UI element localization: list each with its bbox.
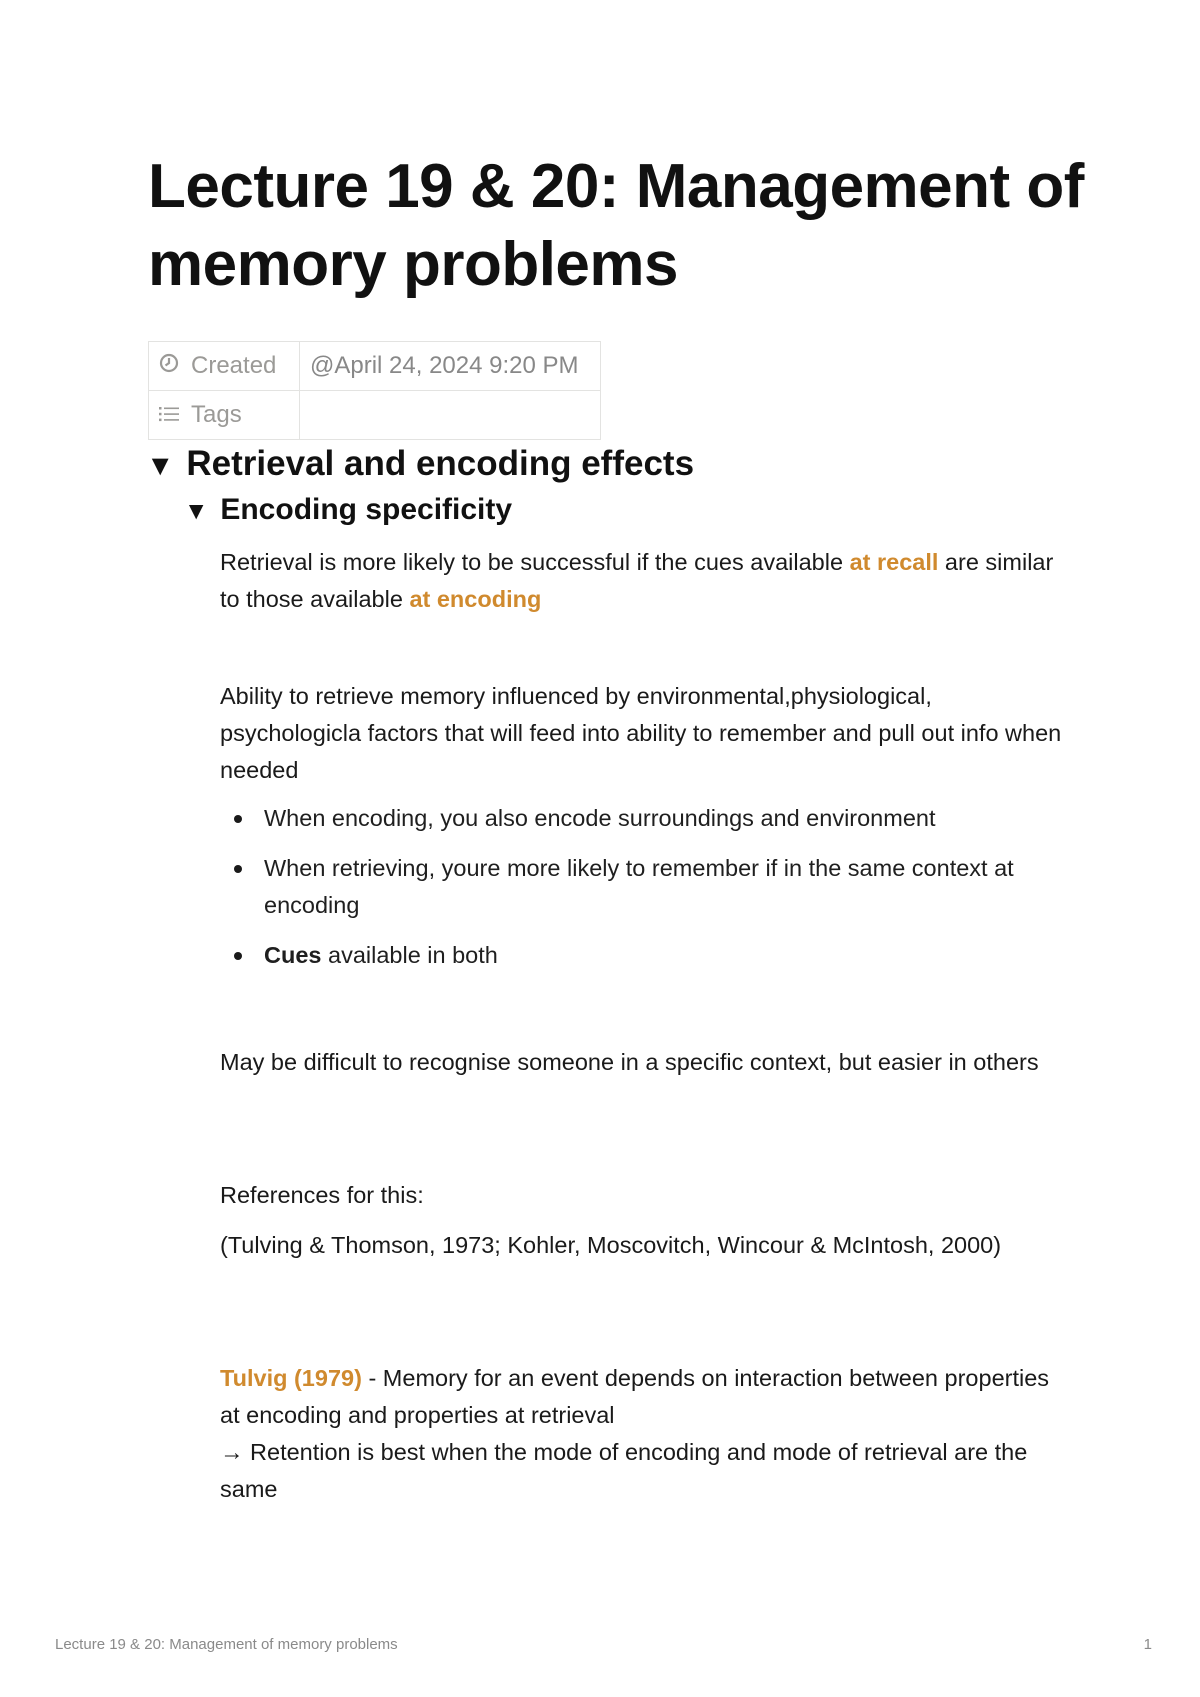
toggle-triangle-icon[interactable]: ▼ [146,450,175,482]
toggle-heading-encoding-specificity[interactable] [184,490,512,532]
highlight-at-encoding: at encoding [409,586,542,612]
property-value-created[interactable]: @April 24, 2024 9:20 PM [300,342,601,391]
bullet-list [220,800,1070,987]
list-icon [159,401,181,429]
property-key-created [149,342,300,391]
properties-table [148,341,601,440]
section-heading: Retrieval and encoding effects [186,444,695,483]
property-label-tags: Tags [191,400,242,428]
toggle-heading-retrieval-encoding[interactable] [146,442,694,488]
p6-text-b: Retention is best when the mode of encoding and mode of retrieval are the same [220,1439,1028,1502]
paragraph-tulving-1979 [220,1360,1070,1508]
paragraph-references: (Tulving & Thomson, 1973; Kohler, Moscovitch, Wincour & McIntosh, 2000) [220,1232,1002,1258]
clock-icon [159,352,181,380]
paragraph-retrieval-cues [220,544,1070,618]
list-item: When retrieving, youre more likely to remember if in the same context at encoding [220,850,1070,924]
highlight-at-recall: at recall [849,549,939,575]
paragraph-recognise-context: May be difficult to recognise someone in a specific context, but easier in others [220,1049,1039,1075]
p1-text-a: Retrieval is more likely to be successful if the cues available [220,549,850,575]
property-row-tags [149,391,601,440]
page-title: Lecture 19 & 20: Management of memory problems [148,152,1084,299]
footer-title: Lecture 19 & 20: Management of memory problems [55,1636,398,1653]
bold-cues: Cues [264,942,322,968]
p6-text-a: - Memory for an event depends on interaction between properties at encoding and properties at retrieval [220,1365,1050,1428]
property-row-created [149,342,601,391]
p1-text-b: are similar to those available [220,549,1054,612]
paragraph-ability-to-retrieve: Ability to retrieve memory influenced by environmental,physiological, psychologicla factors that will feed into ability to remember and pull out info when needed [220,683,1062,783]
arrow-icon: → [220,1439,244,1465]
property-value-tags[interactable] [300,391,601,440]
paragraph-references-label: References for this: [220,1182,424,1208]
section-subheading: Encoding specificity [220,493,513,526]
toggle-triangle-icon[interactable]: ▼ [184,498,209,525]
highlight-tulvig-1979: Tulvig (1979) [220,1365,362,1391]
list-item: When encoding, you also encode surroundings and environment [220,800,1070,837]
property-label-created: Created [191,351,277,379]
list-item: Cues available in both [220,937,1070,974]
property-key-tags [149,391,300,440]
footer-page-number: 1 [1143,1636,1152,1653]
